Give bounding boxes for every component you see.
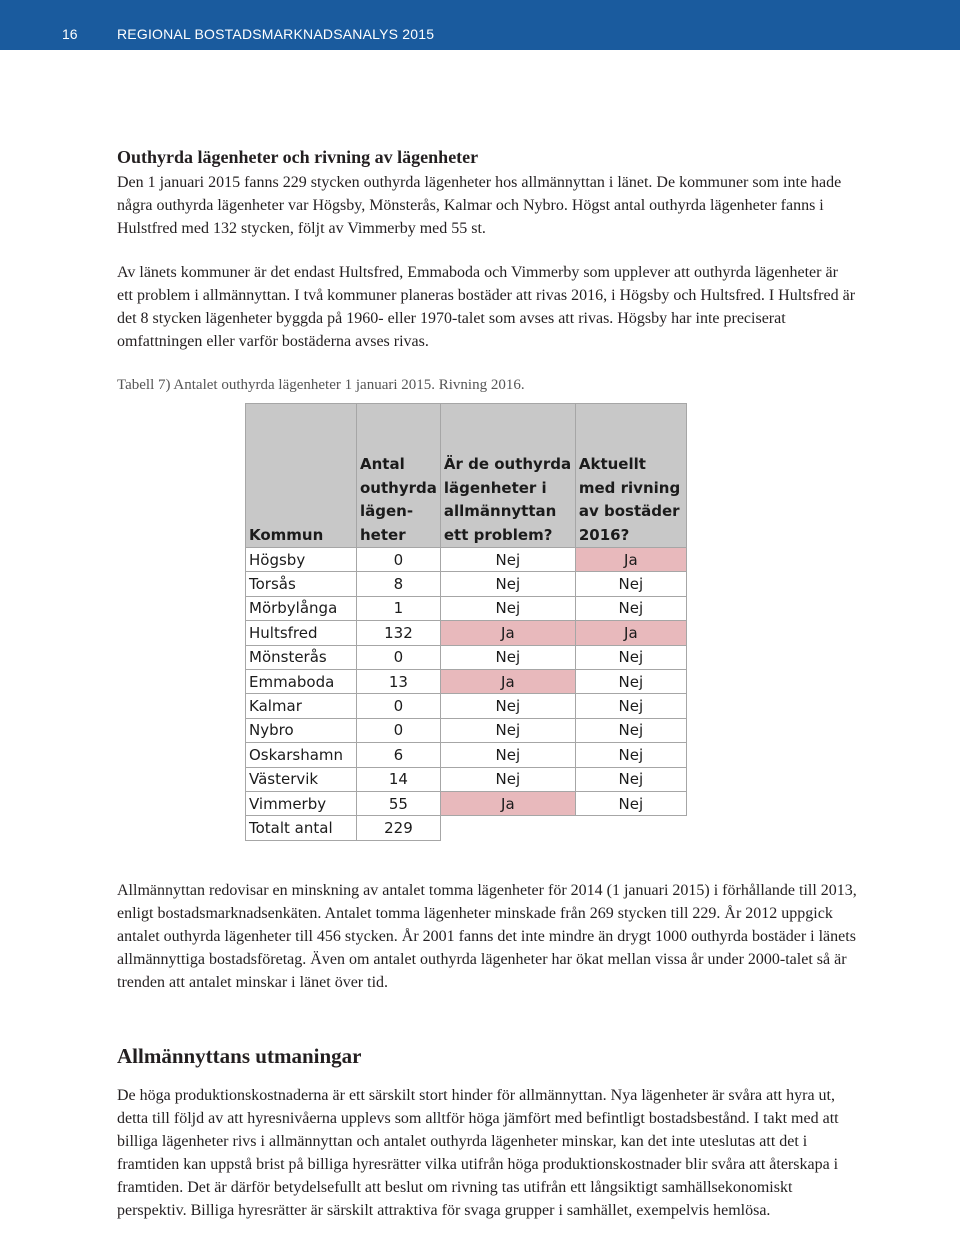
paragraph-utmaningar: De höga produktionskostnaderna är ett särskilt stort hinder för allmännyttan. Nya lägenheter är svåra att hyra ut, detta till följd av att hyresnivåerna upplevs som alltför höga jämfört med befintligt bostadsbestånd. I takt med att billiga lägenheter rivs i allmännyttan och antalet outhyrda lägenheter minskar, kan det inte uteslutas att det i framtiden kan uppstå brist på billiga hyresrätter vilka utifrån höga produktionskostnader blir svåra att återskapa i framtiden. Det är därför betydelsefullt att beslut om rivning tas utifrån ett långsiktigt samhällsekonomiskt perspektiv. Billiga hyresrätter är särskilt attraktiva för svaga grupper i samhället, exempelvis hemlösa.	[117, 1087, 839, 1219]
cell-antal: 6	[357, 743, 441, 767]
cell-antal: 132	[357, 621, 441, 645]
cell-kommun: Högsby	[246, 548, 357, 572]
cell-problem: Ja	[440, 791, 575, 815]
page-number: 16	[62, 26, 78, 42]
cell-rivning: Nej	[575, 791, 686, 815]
total-value: 229	[357, 816, 441, 840]
table-total-row	[246, 816, 687, 840]
table-row	[246, 718, 687, 742]
header-antal: Antal outhyrda lägen-heter	[357, 404, 441, 548]
cell-kommun: Oskarshamn	[246, 743, 357, 767]
cell-problem: Nej	[440, 694, 575, 718]
header-rivning: Aktuellt med rivning av bostäder 2016?	[575, 404, 686, 548]
paragraph-outhyrda-problem: Av länets kommuner är det endast Hultsfred, Emmaboda och Vimmerby som upplever att outhyrda lägenheter är ett problem i allmännyttan. I två kommuner planeras bostäder att rivas 2016, i Högsby och Hultsfred. I Hultsfred är det 8 stycken lägenheter byggda på 1960- eller 1970-talet som avses att rivas. Högsby har inte preciserat omfattningen eller varför bostäderna avses rivas.	[117, 264, 856, 350]
cell-kommun: Mönsterås	[246, 645, 357, 669]
cell-problem: Ja	[440, 669, 575, 693]
cell-rivning: Nej	[575, 718, 686, 742]
table-row	[246, 694, 687, 718]
cell-antal: 0	[357, 694, 441, 718]
total-empty-cell	[440, 816, 575, 840]
cell-rivning: Nej	[575, 767, 686, 791]
cell-antal: 0	[357, 718, 441, 742]
outhyrda-table	[245, 403, 687, 841]
cell-kommun: Västervik	[246, 767, 357, 791]
table-row	[246, 669, 687, 693]
cell-antal: 13	[357, 669, 441, 693]
cell-problem: Nej	[440, 645, 575, 669]
table-row	[246, 791, 687, 815]
table-row	[246, 645, 687, 669]
cell-antal: 0	[357, 645, 441, 669]
header-problem: Är de outhyrda lägenheter i allmännyttan ett problem?	[440, 404, 575, 548]
table-row	[246, 621, 687, 645]
cell-kommun: Kalmar	[246, 694, 357, 718]
cell-problem: Nej	[440, 572, 575, 596]
cell-antal: 14	[357, 767, 441, 791]
cell-rivning: Nej	[575, 596, 686, 620]
paragraph-trend: Allmännyttan redovisar en minskning av antalet tomma lägenheter för 2014 (1 januari 2015) i förhållande till 2013, enligt bostadsmarknadsenkäten. Antalet tomma lägenheter minskade från 269 stycken till 229. År 2012 uppgick antalet outhyrda lägenheter till 456 stycken. År 2001 fanns det inte mindre än drygt 1000 outhyrda bostäder i länets allmännyttiga bostadsföretag. Även om antalet outhyrda lägenheter har ökat mellan vissa år under 2000-talet så är trenden att antalet minskar i länet över tid.	[117, 882, 857, 991]
cell-antal: 55	[357, 791, 441, 815]
table-body	[246, 548, 687, 816]
cell-problem: Nej	[440, 718, 575, 742]
table-row	[246, 548, 687, 572]
table-row	[246, 572, 687, 596]
table-caption: Tabell 7) Antalet outhyrda lägenheter 1 januari 2015. Rivning 2016.	[117, 377, 525, 393]
table-header-row	[246, 404, 687, 548]
cell-antal: 1	[357, 596, 441, 620]
cell-rivning: Nej	[575, 694, 686, 718]
total-empty-cell	[575, 816, 686, 840]
table-row	[246, 596, 687, 620]
cell-antal: 0	[357, 548, 441, 572]
cell-rivning: Nej	[575, 645, 686, 669]
section-heading-outhyrda: Outhyrda lägenheter och rivning av lägenheter	[117, 147, 479, 167]
running-title: REGIONAL BOSTADSMARKNADSANALYS 2015	[117, 26, 435, 42]
cell-kommun: Nybro	[246, 718, 357, 742]
cell-kommun: Vimmerby	[246, 791, 357, 815]
cell-rivning: Ja	[575, 548, 686, 572]
cell-problem: Ja	[440, 621, 575, 645]
cell-antal: 8	[357, 572, 441, 596]
paragraph-outhyrda-intro: Den 1 januari 2015 fanns 229 stycken outhyrda lägenheter hos allmännyttan i länet. De kommuner som inte hade några outhyrda lägenheter var Högsby, Mönsterås, Kalmar och Nybro. Högst antal outhyrda lägenheter fanns i Hulstfred med 132 stycken, följt av Vimmerby med 55 st.	[117, 174, 842, 237]
cell-rivning: Nej	[575, 669, 686, 693]
cell-rivning: Ja	[575, 621, 686, 645]
cell-problem: Nej	[440, 743, 575, 767]
cell-kommun: Emmaboda	[246, 669, 357, 693]
page-header-bar	[0, 0, 960, 50]
cell-rivning: Nej	[575, 743, 686, 767]
cell-kommun: Hultsfred	[246, 621, 357, 645]
cell-problem: Nej	[440, 596, 575, 620]
cell-problem: Nej	[440, 548, 575, 572]
cell-kommun: Mörbylånga	[246, 596, 357, 620]
table-row	[246, 743, 687, 767]
cell-kommun: Torsås	[246, 572, 357, 596]
cell-problem: Nej	[440, 767, 575, 791]
section-heading-utmaningar: Allmännyttans utmaningar	[117, 1044, 362, 1068]
total-label: Totalt antal	[246, 816, 357, 840]
table-row	[246, 767, 687, 791]
cell-rivning: Nej	[575, 572, 686, 596]
header-kommun: Kommun	[246, 404, 357, 548]
